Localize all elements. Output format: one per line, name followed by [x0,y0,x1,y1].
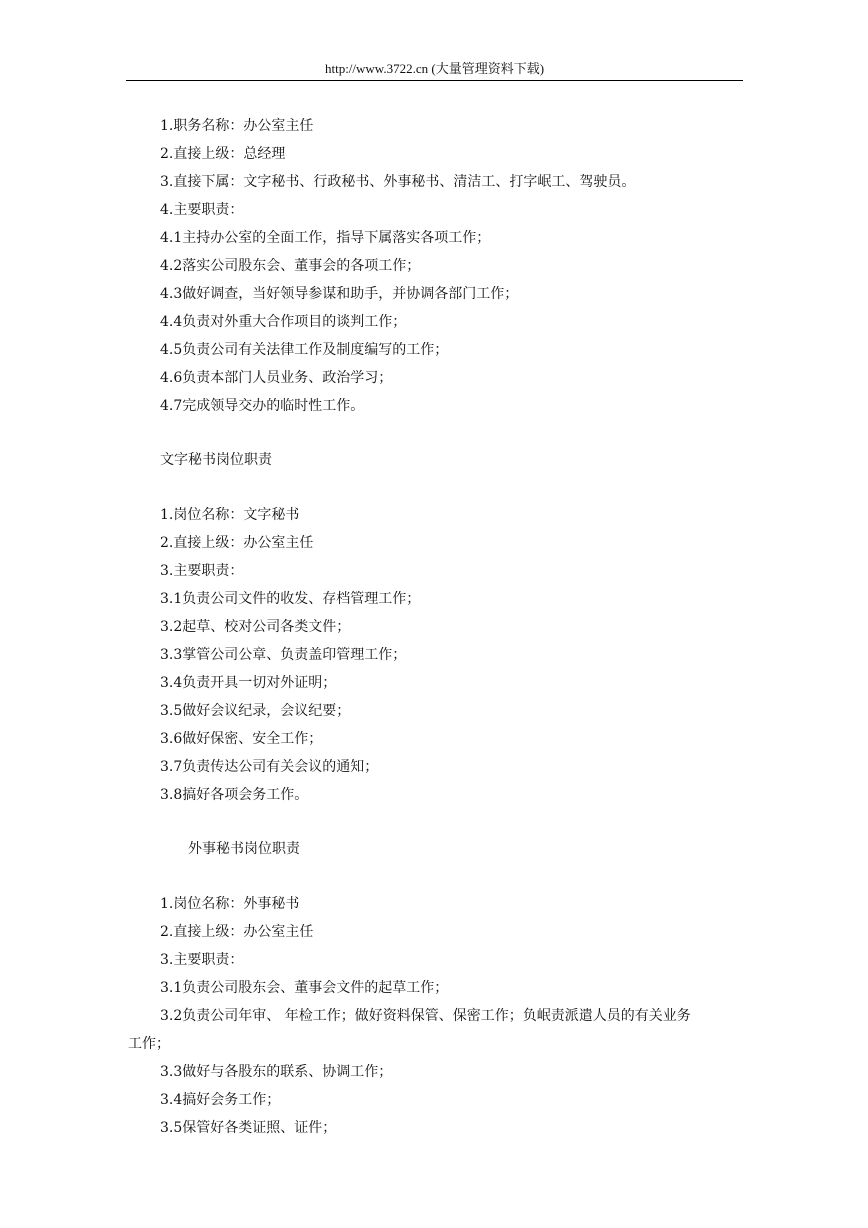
list-item: 4.4负责对外重大合作项目的谈判工作； [160,314,407,330]
list-item: 4.3做好调查，当好领导参谋和助手，并协调各部门工作； [160,286,519,302]
list-item: 3.7负责传达公司有关会议的通知； [160,759,379,775]
list-item: 2.直接上级：办公室主任 [160,535,314,551]
section-title: 文字秘书岗位职责 [160,452,272,468]
list-item: 3.1负责公司文件的收发、存档管理工作； [160,591,421,607]
list-item: 1.职务名称：办公室主任 [160,118,314,134]
header-url-text: http://www.3722.cn (大量管理资料下载) [324,61,545,76]
list-item: 3.2负责公司年审、 年检工作；做好资料保管、保密工作；负岷责派遣人员的有关业务 [160,1008,691,1024]
list-item: 4.2落实公司股东会、董事会的各项工作； [160,258,421,274]
list-item: 3.3做好与各股东的联系、协调工作； [160,1064,393,1080]
list-item: 3.直接下属：文字秘书、行政秘书、外事秘书、清洁工、打字岷工、驾驶员。 [160,174,636,190]
list-item: 3.2起草、校对公司各类文件； [160,619,351,635]
list-item: 1.岗位名称：文字秘书 [160,507,300,523]
list-item: 2.直接上级：办公室主任 [160,924,314,940]
list-item: 4.6负责本部门人员业务、政治学习； [160,370,393,386]
list-item: 4.1主持办公室的全面工作，指导下属落实各项工作； [160,230,491,246]
list-item: 3.主要职责： [160,563,244,579]
list-item: 3.4搞好会务工作； [160,1092,281,1108]
page-header [126,58,743,81]
list-item: 4.5负责公司有关法律工作及制度编写的工作； [160,342,449,358]
list-item: 3.6做好保密、安全工作； [160,731,323,747]
section-title: 外事秘书岗位职责 [188,841,300,857]
list-item: 4.主要职责： [160,202,244,218]
list-item: 3.5保管好各类证照、证件； [160,1120,337,1136]
list-item-continuation: 工作； [128,1036,170,1052]
list-item: 3.主要职责： [160,952,244,968]
list-item: 1.岗位名称：外事秘书 [160,896,300,912]
list-item: 3.1负责公司股东会、董事会文件的起草工作； [160,980,449,996]
list-item: 3.3掌管公司公章、负责盖印管理工作； [160,647,407,663]
list-item: 2.直接上级：总经理 [160,146,286,162]
list-item: 3.5做好会议纪录，会议纪要； [160,703,351,719]
list-item: 3.8搞好各项会务工作。 [160,787,309,803]
list-item: 4.7完成领导交办的临时性工作。 [160,398,365,414]
list-item: 3.4负责开具一切对外证明； [160,675,337,691]
